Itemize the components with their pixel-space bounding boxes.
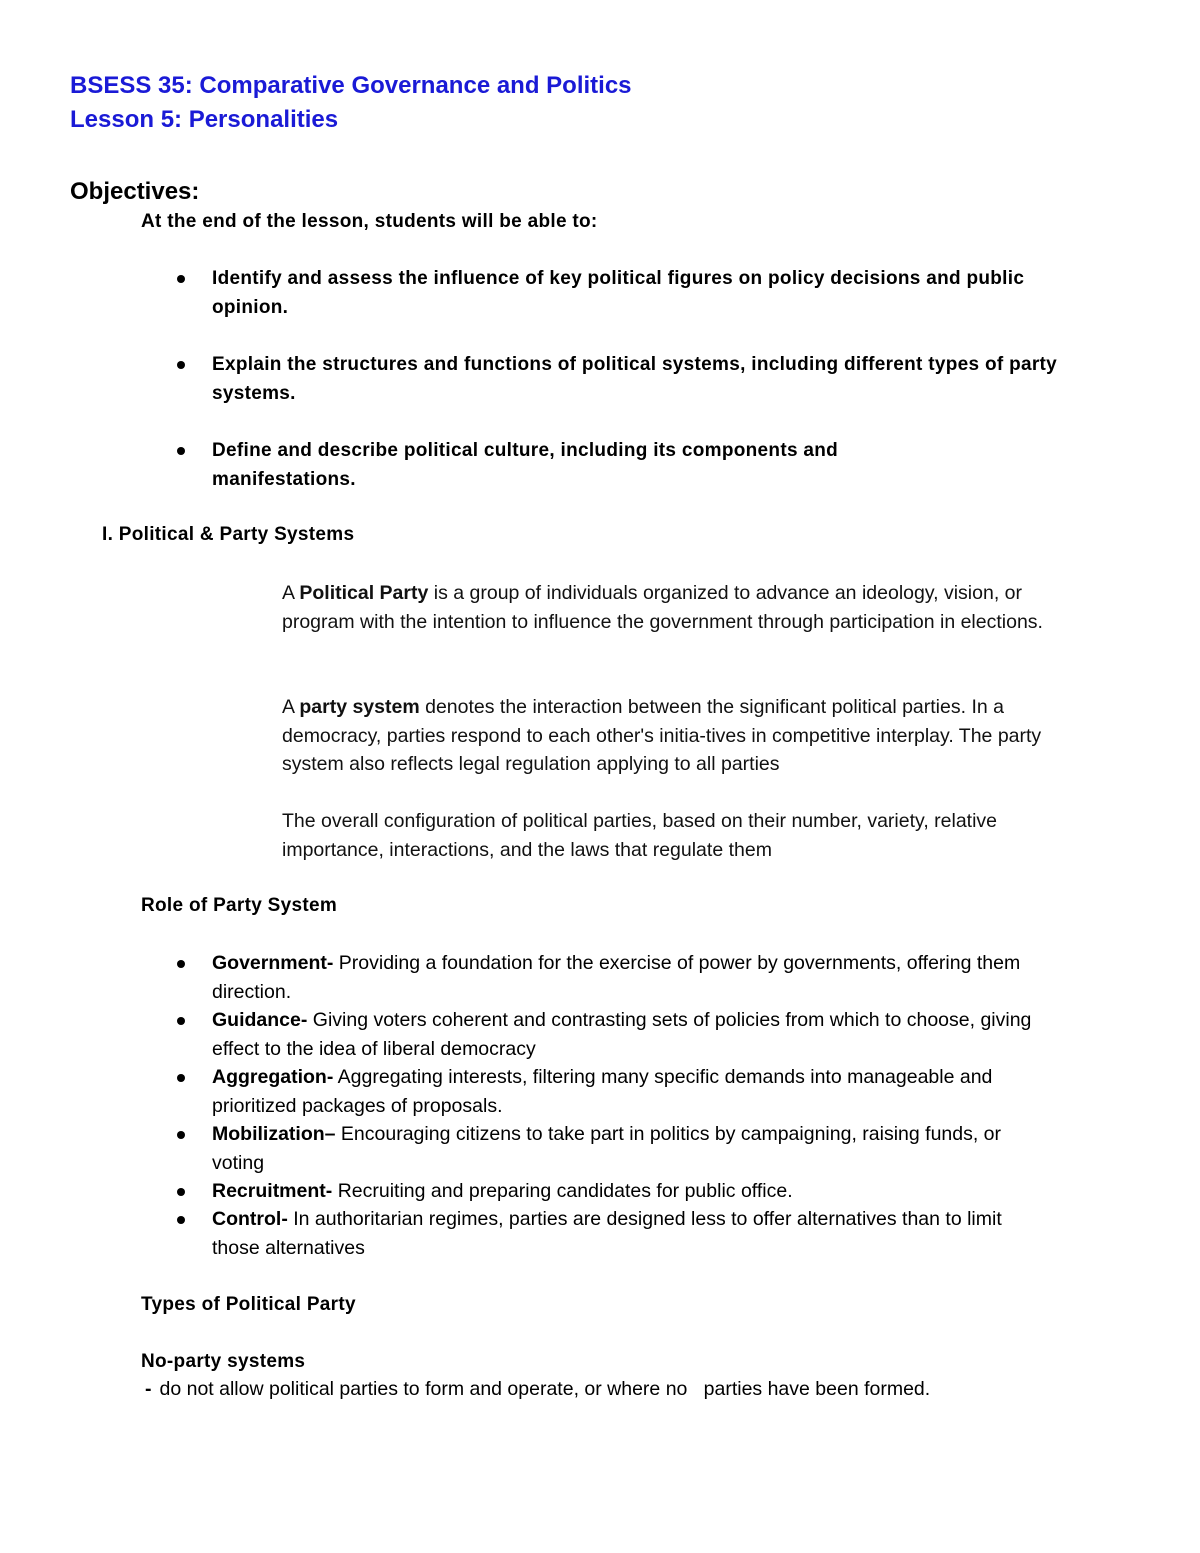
role-text: Giving voters coherent and contrasting sets of policies from which to choose, giving effect to the idea of liberal democracy (212, 1009, 1032, 1060)
bullet-icon (177, 1074, 185, 1082)
role-term: Mobilization– (212, 1123, 336, 1145)
role-term: Control- (212, 1208, 288, 1230)
definition-text: is a group of individuals organized to advance an ideology, vision, or program with the intention to influence the government through participation in elections. (282, 582, 1043, 633)
definition-prefix: A (282, 696, 300, 718)
bullet-icon (177, 447, 185, 455)
objective-item: Explain the structures and functions of political systems, including different types of party systems. (212, 354, 1058, 404)
role-item (212, 1063, 1072, 1120)
role-term: Guidance- (212, 1009, 308, 1031)
definition-term: party system (299, 696, 420, 718)
definition-paragraph (282, 807, 1022, 864)
bullet-icon (177, 1131, 185, 1139)
role-text: Providing a foundation for the exercise of power by governments, offering them direction. (212, 952, 1021, 1003)
definition-text: The overall configuration of political parties, based on their number, variety, relative importance, interactions, and the laws that regulate them (282, 810, 998, 861)
role-item (212, 949, 1072, 1006)
role-item (212, 1205, 1052, 1262)
no-party-text: do not allow political parties to form and operate, or where no parties have been formed. (159, 1378, 931, 1400)
definition-paragraph (282, 693, 1072, 779)
role-item (212, 1177, 1072, 1206)
definition-paragraph (282, 579, 1072, 636)
course-title: BSESS 35: Comparative Governance and Politics (70, 72, 632, 99)
dash-marker: - (145, 1378, 152, 1400)
objectives-heading: Objectives: (70, 178, 200, 205)
objectives-intro: At the end of the lesson, students will be able to: (141, 211, 598, 232)
lesson-title: Lesson 5: Personalities (70, 106, 339, 133)
role-item (212, 1006, 1072, 1063)
objective-item: Define and describe political culture, including its components and manifestations. (212, 440, 839, 490)
role-text: In authoritarian regimes, parties are designed less to offer alternatives than to limit those alternatives (212, 1208, 1002, 1259)
bullet-icon (177, 1017, 185, 1025)
bullet-icon (177, 960, 185, 968)
bullet-icon (177, 275, 185, 283)
section-heading: I. Political & Party Systems (102, 524, 355, 545)
objective-item: Identify and assess the influence of key political figures on policy decisions and public opinion. (212, 268, 1025, 318)
role-term: Government- (212, 952, 334, 974)
no-party-definition (145, 1378, 930, 1401)
role-term: Aggregation- (212, 1066, 334, 1088)
role-text: Aggregating interests, filtering many specific demands into manageable and prioritized packages of proposals. (212, 1066, 993, 1117)
role-text: Recruiting and preparing candidates for public office. (332, 1180, 793, 1202)
bullet-icon (177, 361, 185, 369)
role-term: Recruitment- (212, 1180, 333, 1202)
no-party-heading: No-party systems (141, 1351, 306, 1372)
bullet-icon (177, 1216, 185, 1224)
role-text: Encouraging citizens to take part in politics by campaigning, raising funds, or voting (212, 1123, 1002, 1174)
role-item (212, 1120, 1012, 1177)
types-heading: Types of Political Party (141, 1294, 356, 1315)
role-heading: Role of Party System (141, 895, 338, 916)
definition-text: denotes the interaction between the significant political parties. In a democracy, parties respond to each other's initia-tives in competitive interplay. The party system also reflects legal regulation applying to all parties (282, 696, 1042, 775)
definition-prefix: A (282, 582, 300, 604)
bullet-icon (177, 1188, 185, 1196)
definition-term: Political Party (299, 582, 429, 604)
